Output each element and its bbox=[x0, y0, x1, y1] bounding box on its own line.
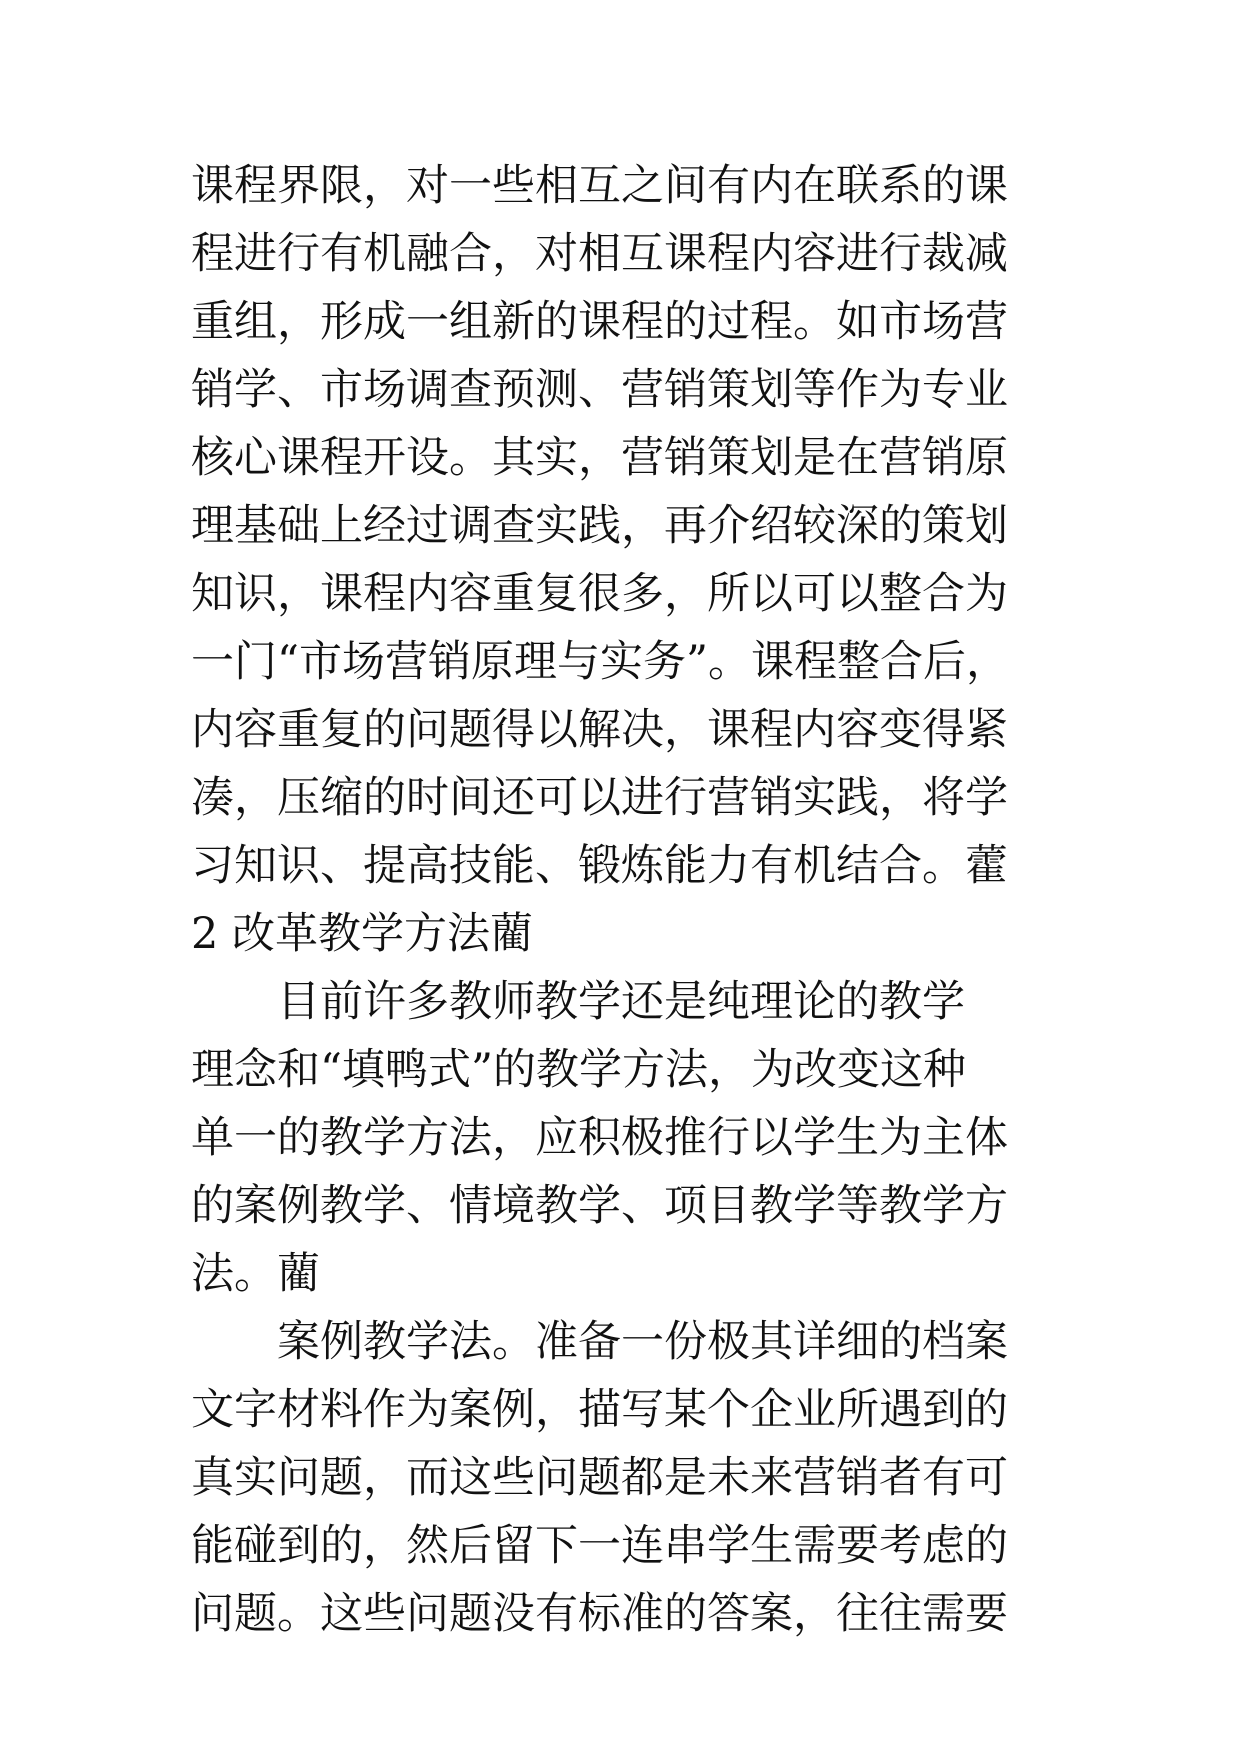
text-line: 重组，形成一组新的课程的过程。如市场营 bbox=[191, 297, 1008, 347]
text-line: 的案例教学、情境教学、项目教学等教学方 bbox=[191, 1181, 1008, 1231]
text-line: 法。藺 bbox=[191, 1249, 320, 1299]
text-line: 习知识、提高技能、锻炼能力有机结合。藿 bbox=[191, 841, 1008, 891]
text-line: 理基础上经过调查实践，再介绍较深的策划 bbox=[191, 501, 1008, 551]
section-heading: 2 改革教学方法藺 bbox=[191, 909, 534, 959]
text-line: 凑，压缩的时间还可以进行营销实践，将学 bbox=[191, 773, 1008, 823]
text-line: 知识，课程内容重复很多，所以可以整合为 bbox=[191, 569, 1008, 619]
text-line: 理念和“填鸭式”的教学方法，为改变这种 bbox=[191, 1045, 966, 1095]
text-line: 单一的教学方法，应积极推行以学生为主体 bbox=[191, 1113, 1008, 1163]
text-line: 程进行有机融合，对相互课程内容进行裁减 bbox=[191, 229, 1008, 279]
body-text bbox=[191, 152, 1061, 1648]
text-line: 一门“市场营销原理与实务”。课程整合后， bbox=[191, 637, 1009, 687]
paragraph-first-line: 目前许多教师教学还是纯理论的教学 bbox=[277, 977, 965, 1027]
text-line: 真实问题，而这些问题都是未来营销者有可 bbox=[191, 1453, 1008, 1503]
text-line: 文字材料作为案例，描写某个企业所遇到的 bbox=[191, 1385, 1008, 1435]
text-line: 销学、市场调查预测、营销策划等作为专业 bbox=[191, 365, 1008, 415]
text-line: 能碰到的，然后留下一连串学生需要考虑的 bbox=[191, 1521, 1008, 1571]
text-line: 内容重复的问题得以解决，课程内容变得紧 bbox=[191, 705, 1008, 755]
text-line: 核心课程开设。其实，营销策划是在营销原 bbox=[191, 433, 1008, 483]
text-line: 课程界限，对一些相互之间有内在联系的课 bbox=[191, 161, 1008, 211]
text-line: 问题。这些问题没有标准的答案，往往需要 bbox=[191, 1589, 1008, 1639]
paragraph-first-line: 案例教学法。准备一份极其详细的档案 bbox=[277, 1317, 1008, 1367]
